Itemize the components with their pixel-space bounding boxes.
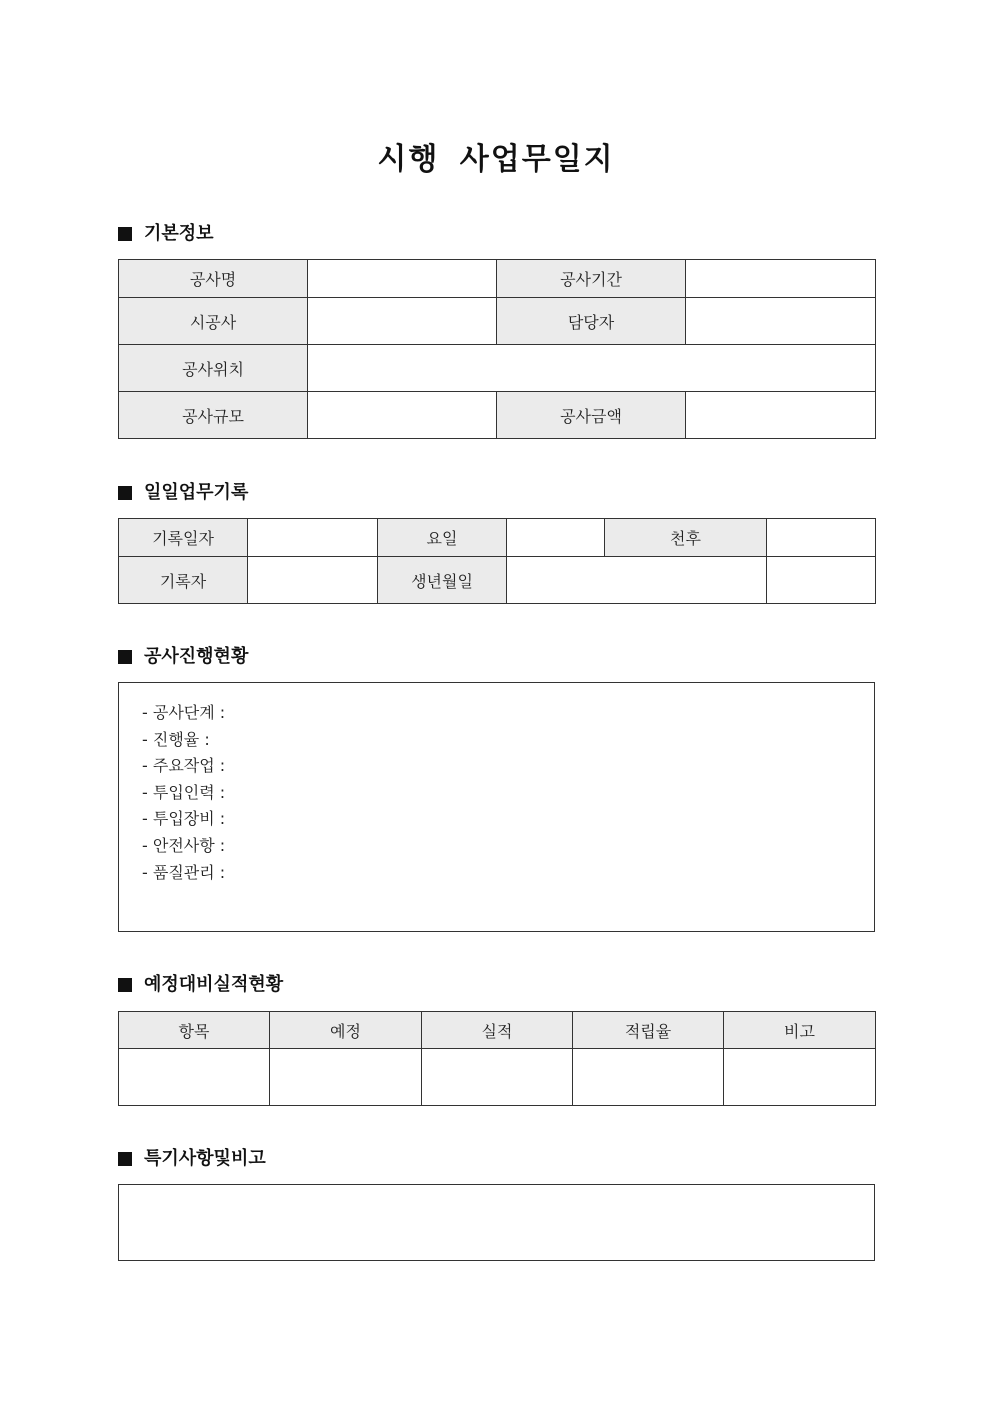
label-weekday: 요일 [378,519,507,557]
list-item: - 공사단계 : [142,703,226,722]
field-record-date[interactable] [248,519,378,557]
field-note[interactable] [724,1049,876,1106]
label-birth-date: 생년월일 [378,557,507,604]
label-weather: 천후 [605,519,767,557]
section-heading-progress [118,644,248,670]
column-header-item: 항목 [119,1012,270,1049]
label-amount: 공사금액 [497,392,686,439]
field-weather[interactable] [767,519,876,557]
section-heading-basic-info [118,221,214,247]
field-weekday[interactable] [507,519,605,557]
field-manager[interactable] [686,298,876,345]
column-header-plan: 예정 [270,1012,422,1049]
progress-list [119,683,874,886]
field-rate[interactable] [573,1049,724,1106]
label-project-name: 공사명 [119,260,308,298]
label-record-date: 기록일자 [119,519,248,557]
field-actual[interactable] [422,1049,573,1106]
section-heading-label: 기본정보 [144,223,214,244]
list-item: - 안전사항 : [142,835,226,855]
plan-vs-actual-table [118,1011,876,1106]
black-square-icon [118,227,132,241]
label-recorder: 기록자 [119,557,248,604]
section-heading-daily-record [118,480,248,506]
field-item[interactable] [119,1049,270,1106]
list-item: - 진행율 : [142,729,210,749]
section-heading-label: 예정대비실적현황 [144,974,284,995]
remarks-box[interactable] [118,1184,875,1261]
field-recorder[interactable] [248,557,378,604]
field-scale[interactable] [308,392,497,439]
field-location[interactable] [308,345,876,392]
black-square-icon [118,978,132,992]
basic-info-table [118,259,876,439]
field-birth-date[interactable] [507,557,767,604]
black-square-icon [118,650,132,664]
field-extra[interactable] [767,557,876,604]
label-manager: 담당자 [497,298,686,345]
column-header-actual: 실적 [422,1012,573,1049]
label-project-period: 공사기간 [497,260,686,298]
section-heading-label: 특기사항및비고 [144,1148,266,1169]
label-contractor: 시공사 [119,298,308,345]
column-header-note: 비고 [724,1012,876,1049]
field-contractor[interactable] [308,298,497,345]
field-amount[interactable] [686,392,876,439]
label-scale: 공사규모 [119,392,308,439]
list-item: - 주요작업 : [142,756,226,776]
list-item: - 투입장비 : [142,809,226,829]
progress-box[interactable] [118,682,875,932]
label-location: 공사위치 [119,345,308,392]
table-row [119,1049,876,1106]
list-item: - 투입인력 : [142,782,226,802]
section-heading-label: 일일업무기록 [144,482,249,503]
page-title: 시행 사업무일지 [377,142,615,177]
black-square-icon [118,1152,132,1166]
section-heading-remarks [118,1146,266,1172]
field-project-period[interactable] [686,260,876,298]
section-heading-label: 공사진행현황 [144,646,249,667]
list-item: - 품질관리 : [142,862,226,882]
column-header-rate: 적립율 [573,1012,724,1049]
black-square-icon [118,486,132,500]
field-plan[interactable] [270,1049,422,1106]
daily-record-table [118,518,876,604]
field-project-name[interactable] [308,260,497,298]
section-heading-plan-vs-actual [118,972,283,998]
